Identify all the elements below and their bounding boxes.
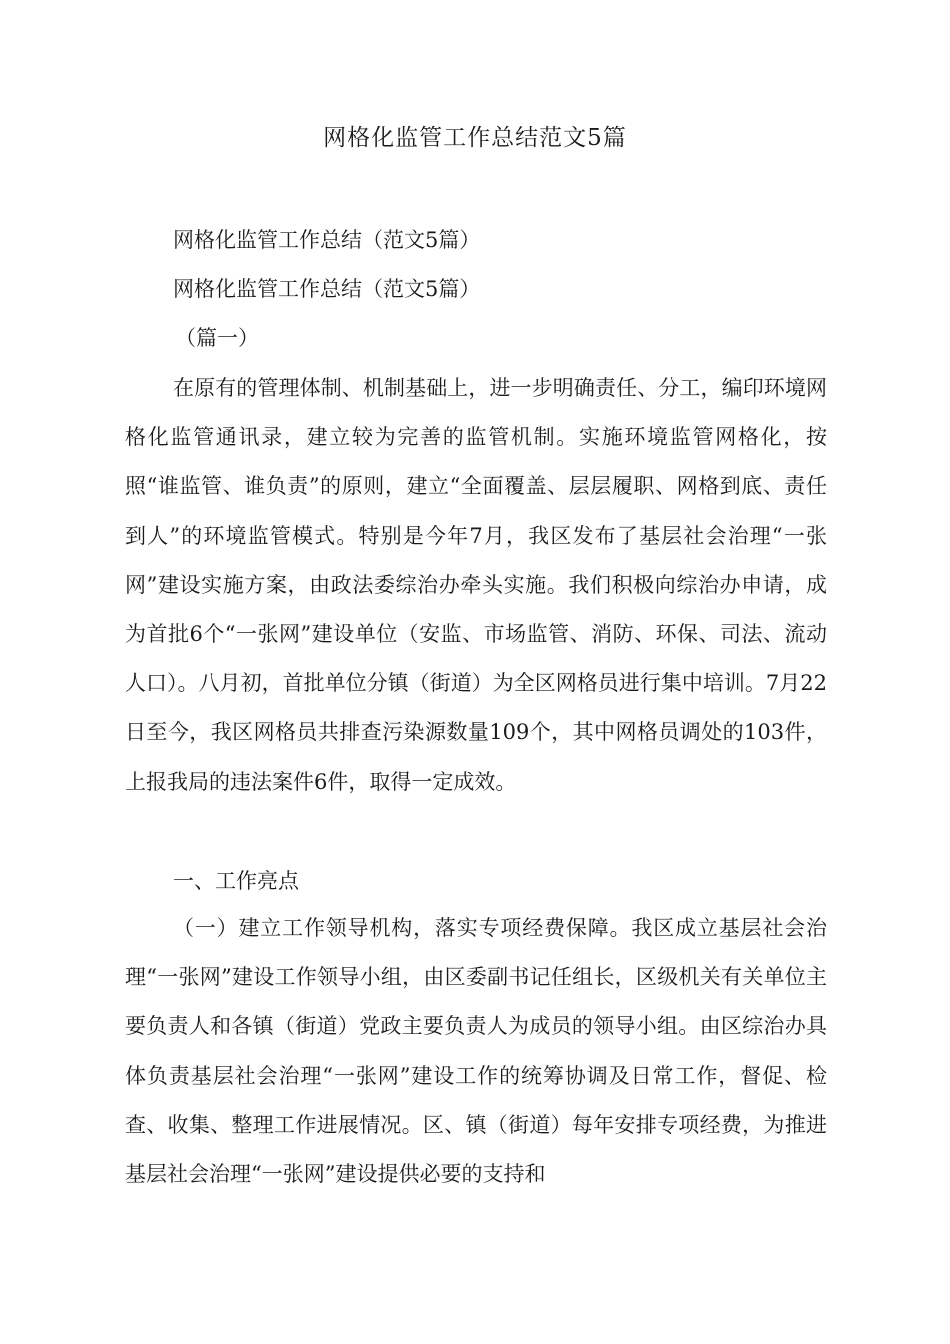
- section-heading: 一、工作亮点: [173, 869, 299, 893]
- subtitle-line-1: 网格化监管工作总结（范文5篇）: [173, 228, 481, 252]
- part-label: （篇一）: [175, 326, 259, 350]
- subtitle-line-2: 网格化监管工作总结（范文5篇）: [173, 277, 481, 301]
- document-title: 网格化监管工作总结范文5篇: [323, 125, 627, 151]
- paragraph-2: （一）建立工作领导机构，落实专项经费保障。我区成立基层社会治理“一张网”建设工作领导小组，由区委副书记任组长，区级机关有关单位主要负责人和各镇（街道）党政主要负责人为成员的领导小组。由区综治办具体负责基层社会治理“一张网”建设工作的统筹协调及日常工作，督促、检查、收集、整理工作进展情况。区、镇（街道）每年安排专项经费，为推进基层社会治理“一张网”建设提供必要的支持和: [125, 916, 827, 1187]
- paragraph-1: 在原有的管理体制、机制基础上，进一步明确责任、分工，编印环境网格化监管通讯录，建立较为完善的监管机制。实施环境监管网格化，按照“谁监管、谁负责”的原则，建立“全面覆盖、层层履职、网格到底、责任到人”的环境监管模式。特别是今年7月，我区发布了基层社会治理“一张网”建设实施方案，由政法委综治办牵头实施。我们积极向综治办申请，成为首批6个“一张网”建设单位（安监、市场监管、消防、环保、司法、流动人口）。八月初，首批单位分镇（街道）为全区网格员进行集中培训。7月22日至今，我区网格员共排查污染源数量109个，其中网格员调处的103件，上报我局的违法案件6件，取得一定成效。: [125, 376, 827, 794]
